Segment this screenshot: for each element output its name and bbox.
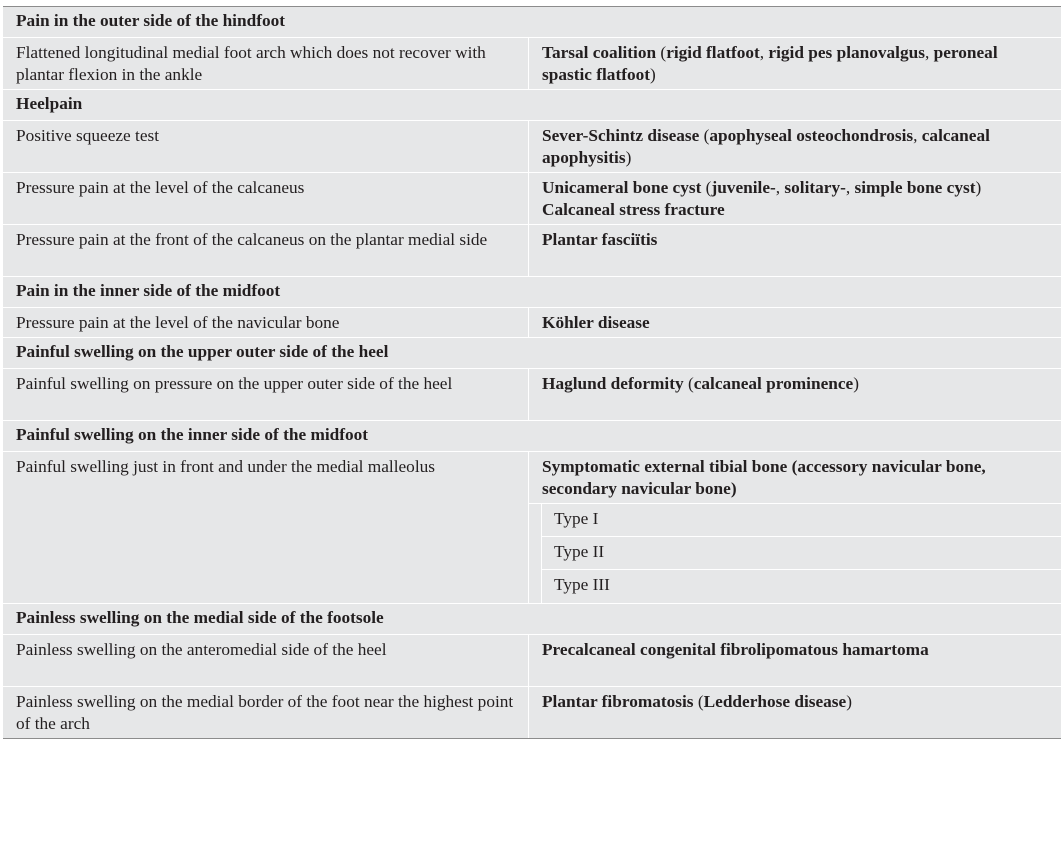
- diagnosis-group: [529, 452, 1061, 603]
- findings-table: [3, 6, 1061, 739]
- table-row: [3, 368, 1061, 420]
- section-title: Pain in the outer side of the hindfoot: [16, 11, 285, 30]
- finding-cell: Painful swelling on pressure on the upper outer side of the heel: [3, 369, 529, 420]
- table-row: [3, 37, 1061, 89]
- diagnosis-cell: Symptomatic external tibial bone (accessory navicular bone, secondary navicular bone): [529, 452, 1061, 504]
- finding-cell: Pressure pain at the level of the calcaneus: [3, 173, 529, 224]
- section-header-row: [3, 276, 1061, 307]
- section-title: Painful swelling on the upper outer side of the heel: [16, 342, 389, 361]
- diagnosis-cell: Plantar fasciïtis: [542, 230, 658, 249]
- finding-cell: Painless swelling on the medial border of the foot near the highest point of the arch: [3, 687, 529, 738]
- table-row: [3, 307, 1061, 337]
- diagnosis-cell: Tarsal coalition (rigid flatfoot, rigid pes planovalgus, peroneal spastic flatfoot): [542, 43, 998, 84]
- diagnosis-cell: Haglund deformity (calcaneal prominence): [542, 374, 859, 393]
- table-row: [3, 120, 1061, 172]
- table-row: [3, 686, 1061, 738]
- finding-cell: Painless swelling on the anteromedial side of the heel: [3, 635, 529, 686]
- section-title: Painless swelling on the medial side of the footsole: [16, 608, 384, 627]
- diagnosis-cell: Sever-Schintz disease (apophyseal osteochondrosis, calcaneal apophysitis): [542, 126, 990, 167]
- section-title: Heelpain: [16, 94, 83, 113]
- finding-cell: Pressure pain at the front of the calcaneus on the plantar medial side: [3, 225, 529, 276]
- section-header-row: [3, 337, 1061, 368]
- table-row: [3, 451, 1061, 603]
- section-header-row: [3, 89, 1061, 120]
- finding-cell: Pressure pain at the level of the navicular bone: [3, 308, 529, 337]
- section-header-row: [3, 7, 1061, 37]
- type-cell: Type I: [541, 504, 1061, 537]
- finding-cell: Flattened longitudinal medial foot arch which does not recover with plantar flexion in the ankle: [3, 38, 529, 89]
- finding-cell: Painful swelling just in front and under the medial malleolus: [3, 452, 529, 603]
- type-cell: Type III: [541, 570, 1061, 603]
- section-header-row: [3, 603, 1061, 634]
- section-header-row: [3, 420, 1061, 451]
- section-title: Pain in the inner side of the midfoot: [16, 281, 281, 300]
- diagnosis-cell: Plantar fibromatosis (Ledderhose disease): [542, 692, 852, 711]
- diagnosis-cell: Unicameral bone cyst (juvenile-, solitary-, simple bone cyst) Calcaneal stress fracture: [542, 178, 982, 219]
- diagnosis-cell: Köhler disease: [542, 313, 650, 332]
- section-title: Painful swelling on the inner side of the midfoot: [16, 425, 369, 444]
- table-row: [3, 224, 1061, 276]
- table-row: [3, 172, 1061, 224]
- finding-cell: Positive squeeze test: [3, 121, 529, 172]
- table-row: [3, 634, 1061, 686]
- diagnosis-cell: Precalcaneal congenital fibrolipomatous hamartoma: [542, 640, 929, 659]
- type-cell: Type II: [541, 537, 1061, 570]
